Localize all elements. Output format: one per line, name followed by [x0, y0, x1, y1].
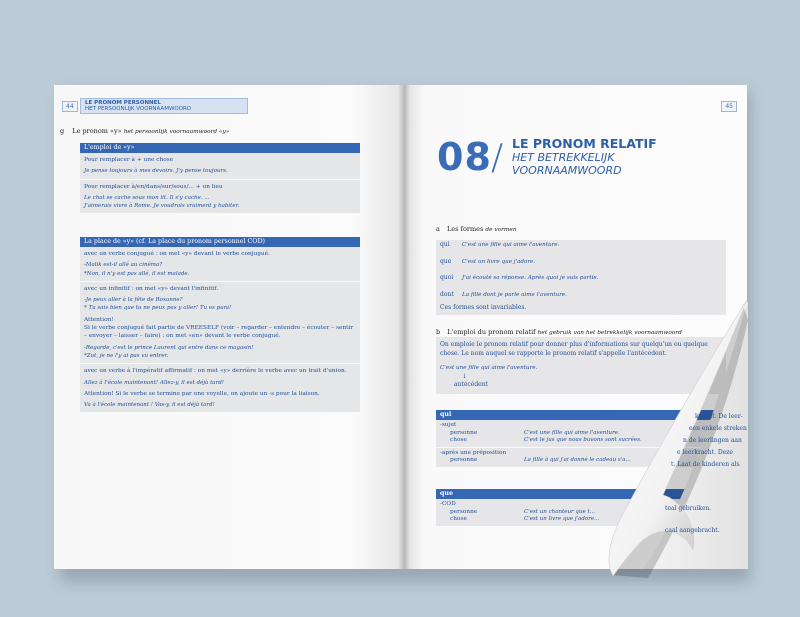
example-text: -Je peux aller à la fête de Roxanne?	[84, 297, 183, 304]
rule-text: avec un verbe conjugué : on met «y» devant le verbe conjugué.	[84, 251, 270, 257]
antecedent-label: antécédent	[454, 381, 488, 388]
table-cell	[524, 501, 599, 524]
example-text: -Malik est-il allé au cinéma?	[84, 262, 163, 269]
role-label: personne	[450, 429, 478, 436]
page-curl	[603, 300, 753, 580]
curl-text-line: een enkele streken	[689, 425, 747, 432]
example-text: Allez à l'école maintenant! Allez-y, il est déjà tard!	[84, 379, 224, 386]
chapter-title	[512, 137, 657, 177]
table-cell	[440, 501, 524, 524]
role-label: -sujet	[440, 422, 457, 428]
example-text: * Tu sais bien que tu ne peux pas y aller! Tu es puni!	[84, 305, 232, 312]
example-text: J'aimerais vivre à Rome. Je voudrais vraiment y habiter.	[84, 203, 240, 210]
section-heading-g	[60, 127, 229, 135]
placement-row	[80, 364, 360, 413]
section-title-translation: het persoonlijk voornaamwoord «y»	[123, 129, 230, 135]
warning-label: Attention!	[84, 316, 114, 323]
page-number-left: 44	[62, 101, 78, 112]
usage-row	[80, 153, 360, 180]
example-text: C'est une fille qui aime l'aventure.	[440, 365, 538, 371]
explanation-text: On emploie le pronom relatif pour donner plus d'informations sur quelqu'un ou quelque chose. Le nom auquel se rapporte le pronom relatif s'appelle l'antécédent.	[440, 341, 708, 357]
example-text: C'est un chanteur que t...	[524, 508, 595, 515]
curl-text-line: caal aangebracht.	[665, 527, 720, 534]
placement-row	[80, 282, 360, 364]
example-text: Je pense toujours à mes devoirs. J'y pense toujours.	[84, 168, 228, 175]
running-head-title: LE PRONOM PERSONNEL	[85, 100, 161, 106]
left-page	[54, 85, 404, 569]
form-row	[436, 240, 726, 251]
usage-row	[80, 180, 360, 215]
section-title: L'emploi du pronom relatif	[447, 328, 536, 336]
chapter-title-fr: LE PRONOM RELATIF	[512, 136, 657, 151]
example-text: *Non, il n'y est pas allé, il est malade.	[84, 270, 190, 277]
form-pronoun: quoi	[440, 274, 454, 281]
table-cell	[440, 450, 524, 465]
forms-note: Ces formes sont invariables.	[440, 304, 527, 311]
que-table-header: que	[436, 489, 736, 499]
rule-text: avec un verbe à l'impératif affirmatif : on met «y» derrière le verbe avec un trait d'union.	[84, 368, 347, 375]
role-label: personne	[450, 457, 478, 463]
rule-text: Attention! Si le verbe se termine par une voyelle, on ajoute un -s pour la liaison.	[84, 390, 320, 397]
form-pronoun: que	[440, 257, 452, 265]
rule-text: Si le verbe conjugué fait partie de VREESELF (voir – regarder – entendre – écouter – sentir – envoyer – laisser – faire) : on met «en» devant le verbe conjugué.	[84, 325, 354, 340]
section-title-translation: het gebruik van het betrekkelijk voornaamwoord	[537, 330, 682, 336]
role-label: chose	[450, 516, 467, 522]
table-cell	[440, 422, 524, 445]
qui-table-header: qui	[436, 410, 736, 420]
curl-text-line: teal gebruiken.	[665, 505, 712, 512]
rule-text: Pour remplacer à/en/dans/sur/sous/... + un lieu	[84, 183, 223, 190]
form-pronoun: qui	[440, 241, 450, 248]
section-letter: b	[436, 328, 441, 336]
running-head	[80, 98, 248, 114]
role-label: personne	[450, 508, 478, 515]
form-row	[436, 273, 726, 284]
form-row	[436, 290, 726, 301]
curl-text-line: t. Laat de kinderen als	[671, 461, 740, 468]
section-letter: g	[60, 127, 65, 135]
form-example: C'est un livre que j'adore.	[462, 258, 536, 265]
example-text: *Zut, je ne l'y ai pas vu entrer.	[84, 352, 169, 359]
chapter-slash: /	[491, 137, 504, 178]
placement-row	[80, 247, 360, 282]
section-letter: a	[436, 225, 440, 233]
placement-box-header: La place de «y» (cf. La place du pronom personnel COD)	[80, 237, 360, 247]
role-label: -COD	[440, 501, 456, 507]
section-title: Le pronom «y»	[72, 127, 122, 135]
form-example: J'ai écouté sa réponse. Après quoi je suis partie.	[462, 275, 599, 281]
usage-box-header: L'emploi de «y»	[80, 143, 360, 153]
curl-text-line: n de leerlingen aan	[683, 437, 742, 444]
form-example: C'est une fille qui aime l'aventure.	[462, 242, 560, 248]
example-text: Le chat se cache sous mon lit. Il s'y cache. ...	[84, 194, 210, 201]
usage-box	[80, 143, 360, 214]
example-text: C'est un livre que j'adore...	[524, 516, 600, 522]
rule-text: avec un infinitif : on met «y» devant l'infinitif.	[84, 285, 219, 292]
curl-text-line: e leerkracht. Deze	[677, 449, 733, 456]
role-label: -après une préposition	[440, 449, 507, 456]
curl-text-line: kracht. De leer-	[695, 413, 743, 420]
example-text: C'est le jus que nous buvons sont sucrées.	[524, 437, 642, 443]
chapter-title-nl-line1: HET BETREKKELIJK	[512, 151, 615, 164]
down-arrow-icon: ↓	[462, 372, 468, 380]
chapter-number: 08	[437, 135, 492, 179]
book-gutter	[398, 85, 410, 569]
rule-text: Pour remplacer à + une chose	[84, 157, 174, 163]
form-example: La fille dont je parle aime l'aventure.	[462, 291, 567, 298]
example-text: C'est une fille qui aime l'aventure.	[524, 429, 620, 436]
page-number-right: 45	[721, 101, 737, 112]
example-text: La fille à qui j'ai donné le cadeau s'a...	[524, 457, 631, 463]
section-heading-a	[436, 225, 517, 233]
form-pronoun: dont	[440, 290, 454, 298]
role-label: chose	[450, 437, 467, 443]
chapter-title-nl-line2: VOORNAAMWOORD	[512, 164, 622, 177]
section-title-translation: de vormen	[485, 227, 517, 233]
example-text: -Regarde, c'est le prince Laurent qui entre dans ce magasin!	[84, 344, 254, 351]
example-text: Va à l'école maintenant ! Vas-y, il est déjà tard!	[84, 402, 215, 409]
running-head-subtitle: HET PERSOONLIJK VOORNAAMWOORD	[85, 106, 192, 112]
placement-box	[80, 237, 360, 413]
form-row	[436, 257, 726, 268]
section-title: Les formes	[446, 225, 484, 233]
